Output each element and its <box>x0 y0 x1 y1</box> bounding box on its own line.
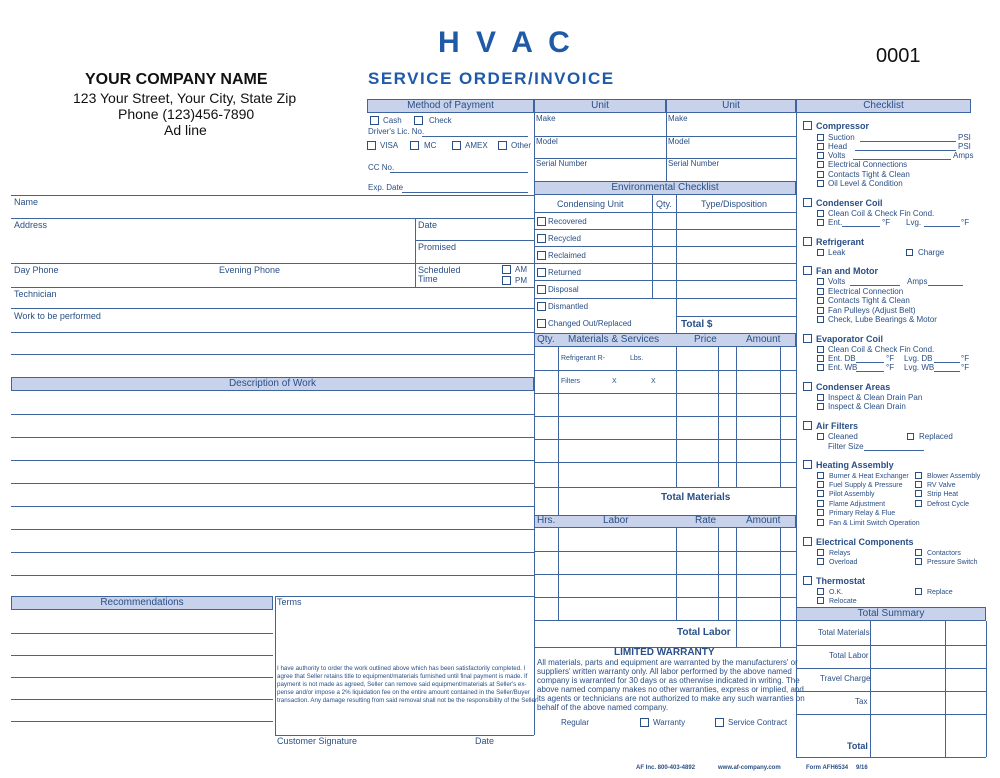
pressure-switch-label: Pressure Switch <box>927 559 978 566</box>
service-contract-checkbox[interactable] <box>715 718 724 727</box>
contacts-checkbox[interactable] <box>817 171 824 178</box>
check-label: Check <box>429 116 452 125</box>
heating-item-checkbox[interactable] <box>817 509 824 516</box>
unit-header-1: Unit <box>534 99 666 113</box>
condenser-areas-title: Condenser Areas <box>816 382 891 392</box>
summary-header: Total Summary <box>796 607 986 621</box>
heating-item-checkbox[interactable] <box>915 500 922 507</box>
mc-label: MC <box>424 141 437 150</box>
warranty-line: its agents or technicians are not authorized to make any such warranties on <box>537 694 805 703</box>
summary-row-label: Total Materials <box>818 628 870 637</box>
time-label: Time <box>418 274 438 284</box>
materials-col-qty: Qty. <box>537 334 555 345</box>
drain-pan-checkbox[interactable] <box>817 394 824 401</box>
evap-lvgdb-f: °F <box>961 354 970 363</box>
unit1-model: Model <box>536 137 558 146</box>
summary-row-label: Tax <box>855 697 868 706</box>
check-checkbox[interactable] <box>414 116 423 125</box>
condenser-ent-checkbox[interactable] <box>817 219 824 226</box>
volts-checkbox[interactable] <box>817 152 824 159</box>
description-header: Description of Work <box>11 377 534 391</box>
amps-label: Amps <box>953 151 974 160</box>
refrigerant-title: Refrigerant <box>816 237 865 247</box>
hvac-title: H V A C <box>438 26 574 59</box>
labor-col-rate: Rate <box>695 515 717 526</box>
warranty-line: above named company makes no other warranties, express or implied, and <box>537 685 804 694</box>
cc-line[interactable] <box>390 172 528 173</box>
exp-line[interactable] <box>402 192 528 193</box>
env-col-type: Type/Disposition <box>701 199 768 209</box>
warranty-line: company is warranted for 30 days or as otherwise indicated in writing. The <box>537 676 800 685</box>
labor-col-title: Labor <box>603 515 629 526</box>
evap-entwb-f: °F <box>886 363 895 372</box>
footer-form: Form AFH6534 <box>806 765 849 771</box>
unit2-model: Model <box>668 137 690 146</box>
filters-cleaned-checkbox[interactable] <box>817 433 824 440</box>
labor-col-amount: Amount <box>746 515 781 526</box>
leak-label: Leak <box>828 248 846 257</box>
fan-elec-label: Electrical Connection <box>828 287 904 296</box>
heating-item-label: Primary Relay & Flue <box>829 510 896 517</box>
warranty-line: suppliers' written warranty only. All labor performed by the above named <box>537 667 792 676</box>
thermostat-ok-checkbox[interactable] <box>817 588 824 595</box>
evap-lvgwb-label: Lvg. WB <box>904 363 935 372</box>
work-label: Work to be performed <box>14 311 101 321</box>
elec-connections-label: Electrical Connections <box>828 160 908 169</box>
evap-lvgwb-f: °F <box>961 363 970 372</box>
thermostat-relocate-label: Relocate <box>829 598 857 605</box>
visa-label: VISA <box>380 141 399 150</box>
heating-item-label: Pilot Assembly <box>829 491 875 498</box>
company-phone: Phone (123)456-7890 <box>118 106 255 122</box>
pm-checkbox[interactable] <box>502 276 511 285</box>
heating-item-checkbox[interactable] <box>915 481 922 488</box>
fan-lube-label: Check, Lube Bearings & Motor <box>828 315 937 324</box>
license-line[interactable] <box>422 136 528 137</box>
thermostat-relocate-checkbox[interactable] <box>817 597 824 604</box>
unit1-serial: Serial Number <box>536 159 588 168</box>
heating-item-checkbox[interactable] <box>817 472 824 479</box>
recommendations-header: Recommendations <box>11 596 273 610</box>
evap-entdb-f: °F <box>886 354 895 363</box>
elec-connections-checkbox[interactable] <box>817 161 824 168</box>
summary-row-label: Travel Charge <box>820 674 871 683</box>
env-row-label: Recycled <box>548 234 581 243</box>
pm-label: PM <box>515 276 527 285</box>
promised-label: Promised <box>418 242 457 252</box>
drain-label: Inspect & Clean Drain <box>828 402 906 411</box>
company-ad-line: Ad line <box>164 122 207 138</box>
payment-header: Method of Payment <box>367 99 534 113</box>
filters-replaced-checkbox[interactable] <box>907 433 914 440</box>
drain-pan-label: Inspect & Clean Drain Pan <box>828 393 923 402</box>
materials-col-price: Price <box>694 334 717 345</box>
fan-motor-title: Fan and Motor <box>816 266 878 276</box>
other-label: Other <box>511 141 532 150</box>
thermostat-checkbox[interactable] <box>803 576 812 585</box>
thermostat-title: Thermostat <box>816 576 866 586</box>
charge-label: Charge <box>918 248 945 257</box>
terms-line: I have authority to order the work outlined above which has been satisfactorily completed. I <box>277 665 526 672</box>
condenser-ent-f: °F <box>882 218 891 227</box>
overload-checkbox[interactable] <box>817 558 824 565</box>
refrigerant-label: Refrigerant R- <box>561 355 605 362</box>
contactors-checkbox[interactable] <box>915 549 922 556</box>
env-col-unit: Condensing Unit <box>557 199 624 209</box>
volts-label: Volts <box>828 151 846 160</box>
filters-cleaned-label: Cleaned <box>828 432 858 441</box>
head-label: Head <box>828 142 848 151</box>
thermostat-ok-label: O.K. <box>829 589 844 596</box>
terms-line: payment is not made as agreed, Seller can remove said equipment/materials at Seller's ex- <box>277 681 527 688</box>
evaporator-title: Evaporator Coil <box>816 334 884 344</box>
footer-web: www.af-company.com <box>718 765 781 771</box>
electrical-components-checkbox[interactable] <box>803 537 812 546</box>
condenser-areas-checkbox[interactable] <box>803 382 812 391</box>
name-label: Name <box>14 197 39 207</box>
license-label: Driver's Lic. No. <box>368 127 425 136</box>
warranty-line: All materials, parts and equipment are warranted by the manufacturers' or <box>537 658 798 667</box>
contacts-label: Contacts Tight & Clean <box>828 170 910 179</box>
leak-checkbox[interactable] <box>817 249 824 256</box>
contactors-label: Contactors <box>927 550 961 557</box>
heating-item-checkbox[interactable] <box>817 481 824 488</box>
fan-contacts-checkbox[interactable] <box>817 297 824 304</box>
env-recycled-checkbox[interactable] <box>537 234 546 243</box>
warranty-contract: Service Contract <box>728 718 788 727</box>
evening-phone-label: Evening Phone <box>219 265 281 275</box>
evap-clean-label: Clean Coil & Check Fin Cond. <box>828 345 935 354</box>
env-row-label: Dismantled <box>548 302 589 311</box>
env-row-label: Recovered <box>548 217 587 226</box>
fan-elec-checkbox[interactable] <box>817 288 824 295</box>
condenser-clean-label: Clean Coil & Check Fin Cond. <box>828 209 935 218</box>
env-changed-checkbox[interactable] <box>537 319 546 328</box>
env-recovered-checkbox[interactable] <box>537 217 546 226</box>
total-labor-label: Total Labor <box>677 627 731 638</box>
fan-volts-label: Volts <box>828 277 846 286</box>
amex-label: AMEX <box>465 141 488 150</box>
heating-item-label: Blower Assembly <box>927 473 981 480</box>
summary-row-label: Total Labor <box>829 651 869 660</box>
unit2-make: Make <box>668 114 688 123</box>
terms-line: agree that Seller retains title to equipment/materials furnished until final payment is made. If <box>277 673 528 680</box>
condenser-coil-checkbox[interactable] <box>803 198 812 207</box>
evap-clean-checkbox[interactable] <box>817 346 824 353</box>
fan-amps-label: Amps <box>907 277 928 286</box>
heating-item-label: Fuel Supply & Pressure <box>829 482 903 489</box>
env-row-label: Returned <box>548 268 581 277</box>
visa-checkbox[interactable] <box>367 141 376 150</box>
technician-label: Technician <box>14 289 57 299</box>
labor-col-hrs: Hrs. <box>537 515 556 526</box>
warranty-title: LIMITED WARRANTY <box>614 647 715 658</box>
head-checkbox[interactable] <box>817 143 824 150</box>
materials-col-amount: Amount <box>746 334 781 345</box>
oil-level-checkbox[interactable] <box>817 180 824 187</box>
evap-entwb-label: Ent. WB <box>828 363 858 372</box>
company-street: 123 Your Street, Your City, State Zip <box>73 90 297 106</box>
total-materials-label: Total Materials <box>661 492 731 503</box>
customer-signature-label: Customer Signature <box>277 736 358 746</box>
suction-psi: PSI <box>958 133 971 142</box>
amex-checkbox[interactable] <box>452 141 461 150</box>
condenser-lvg-f: °F <box>961 218 970 227</box>
lbs-label: Lbs. <box>630 355 644 362</box>
footer-version: 9/16 <box>856 765 868 771</box>
compressor-title: Compressor <box>816 121 870 131</box>
env-returned-checkbox[interactable] <box>537 268 546 277</box>
fan-pulleys-checkbox[interactable] <box>817 307 824 314</box>
env-row-label: Disposal <box>548 285 579 294</box>
heating-item-label: RV Valve <box>927 482 956 489</box>
unit2-serial: Serial Number <box>668 159 720 168</box>
thermostat-replace-checkbox[interactable] <box>915 588 922 595</box>
warranty-warranty: Warranty <box>653 718 686 727</box>
heating-item-checkbox[interactable] <box>817 519 824 526</box>
filters-x-1: X <box>612 378 617 385</box>
evap-db-checkbox[interactable] <box>817 355 824 362</box>
oil-level-label: Oil Level & Condition <box>828 179 903 188</box>
warranty-checkbox[interactable] <box>640 718 649 727</box>
cash-checkbox[interactable] <box>370 116 379 125</box>
env-col-qty: Qty. <box>656 199 672 209</box>
unit-header-2: Unit <box>666 99 796 113</box>
env-disposal-checkbox[interactable] <box>537 285 546 294</box>
env-row-label: Changed Out/Replaced <box>548 319 632 328</box>
cc-label: CC No. <box>368 163 395 172</box>
heating-item-checkbox[interactable] <box>915 490 922 497</box>
materials-col-title: Materials & Services <box>568 334 660 345</box>
scheduled-label: Scheduled <box>418 265 461 275</box>
heating-item-label: Strip Heat <box>927 491 959 498</box>
am-label: AM <box>515 265 527 274</box>
air-filters-title: Air Filters <box>816 421 859 431</box>
other-checkbox[interactable] <box>498 141 507 150</box>
heating-item-label: Flame Adjustment <box>829 501 886 508</box>
air-filters-checkbox[interactable] <box>803 421 812 430</box>
terms-title: Terms <box>277 597 302 607</box>
env-total-label: Total $ <box>681 319 713 330</box>
filters-label: Filters <box>561 378 581 385</box>
form-subtitle: SERVICE ORDER/INVOICE <box>368 69 615 88</box>
heating-assembly-title: Heating Assembly <box>816 460 894 470</box>
warranty-regular: Regular <box>561 718 590 727</box>
heating-item-label: Fan & Limit Switch Operation <box>829 520 920 527</box>
fan-contacts-label: Contacts Tight & Clean <box>828 296 910 305</box>
footer-company: AF Inc. 800-403-4892 <box>636 765 696 771</box>
fan-volts-checkbox[interactable] <box>817 278 824 285</box>
terms-line: pense and/or impose a 2% liquidation fee on the entire amount contained in the Seller/Buyer <box>277 689 530 696</box>
condenser-lvg-label: Lvg. <box>906 218 922 227</box>
condenser-coil-title: Condenser Coil <box>816 198 883 208</box>
fan-motor-checkbox[interactable] <box>803 266 812 275</box>
evap-lvgdb-label: Lvg. DB <box>904 354 933 363</box>
unit1-make: Make <box>536 114 556 123</box>
cash-label: Cash <box>383 116 402 125</box>
env-reclaimed-checkbox[interactable] <box>537 251 546 260</box>
evap-entdb-label: Ent. DB <box>828 354 856 363</box>
heating-assembly-checkbox[interactable] <box>803 460 812 469</box>
relays-label: Relays <box>829 550 851 557</box>
mc-checkbox[interactable] <box>410 141 419 150</box>
date-label: Date <box>418 220 438 230</box>
suction-label: Suction <box>828 133 855 142</box>
suction-checkbox[interactable] <box>817 134 824 141</box>
pressure-switch-checkbox[interactable] <box>915 558 922 565</box>
thermostat-replace-label: Replace <box>927 589 953 596</box>
env-dismantled-checkbox[interactable] <box>537 302 546 311</box>
fan-pulleys-label: Fan Pulleys (Adjust Belt) <box>828 306 916 315</box>
am-checkbox[interactable] <box>502 265 511 274</box>
filters-x-2: X <box>651 378 656 385</box>
condenser-clean-checkbox[interactable] <box>817 210 824 217</box>
heating-item-checkbox[interactable] <box>817 500 824 507</box>
heating-item-checkbox[interactable] <box>915 472 922 479</box>
summary-total-label: Total <box>847 741 868 751</box>
checklist-header: Checklist <box>796 99 971 113</box>
terms-line: transaction. Any damage resulting from said removal shall not be the responsibility of the Seller. <box>277 697 539 704</box>
invoice-number: 0001 <box>876 45 921 67</box>
charge-checkbox[interactable] <box>906 249 913 256</box>
electrical-components-title: Electrical Components <box>816 537 914 547</box>
heating-item-label: Burner & Heat Exchanger <box>829 473 909 480</box>
filter-size-label: Filter Size <box>828 442 864 451</box>
env-row-label: Reclaimed <box>548 251 586 260</box>
condenser-ent-label: Ent. <box>828 218 843 227</box>
overload-label: Overload <box>829 559 858 566</box>
day-phone-label: Day Phone <box>14 265 59 275</box>
evap-wb-checkbox[interactable] <box>817 364 824 371</box>
warranty-line: behalf of the above named company. <box>537 703 669 712</box>
fan-lube-checkbox[interactable] <box>817 316 824 323</box>
relays-checkbox[interactable] <box>817 549 824 556</box>
heating-item-checkbox[interactable] <box>817 490 824 497</box>
signature-date-label: Date <box>475 736 495 746</box>
address-label: Address <box>14 220 48 230</box>
env-header: Environmental Checklist <box>534 181 796 195</box>
refrigerant-checkbox[interactable] <box>803 237 812 246</box>
drain-checkbox[interactable] <box>817 403 824 410</box>
heating-item-label: Defrost Cycle <box>927 501 970 508</box>
compressor-checkbox[interactable] <box>803 121 812 130</box>
head-psi: PSI <box>958 142 971 151</box>
filters-replaced-label: Replaced <box>919 432 953 441</box>
exp-label: Exp. Date <box>368 183 404 192</box>
company-name: YOUR COMPANY NAME <box>85 71 268 88</box>
evaporator-checkbox[interactable] <box>803 334 812 343</box>
